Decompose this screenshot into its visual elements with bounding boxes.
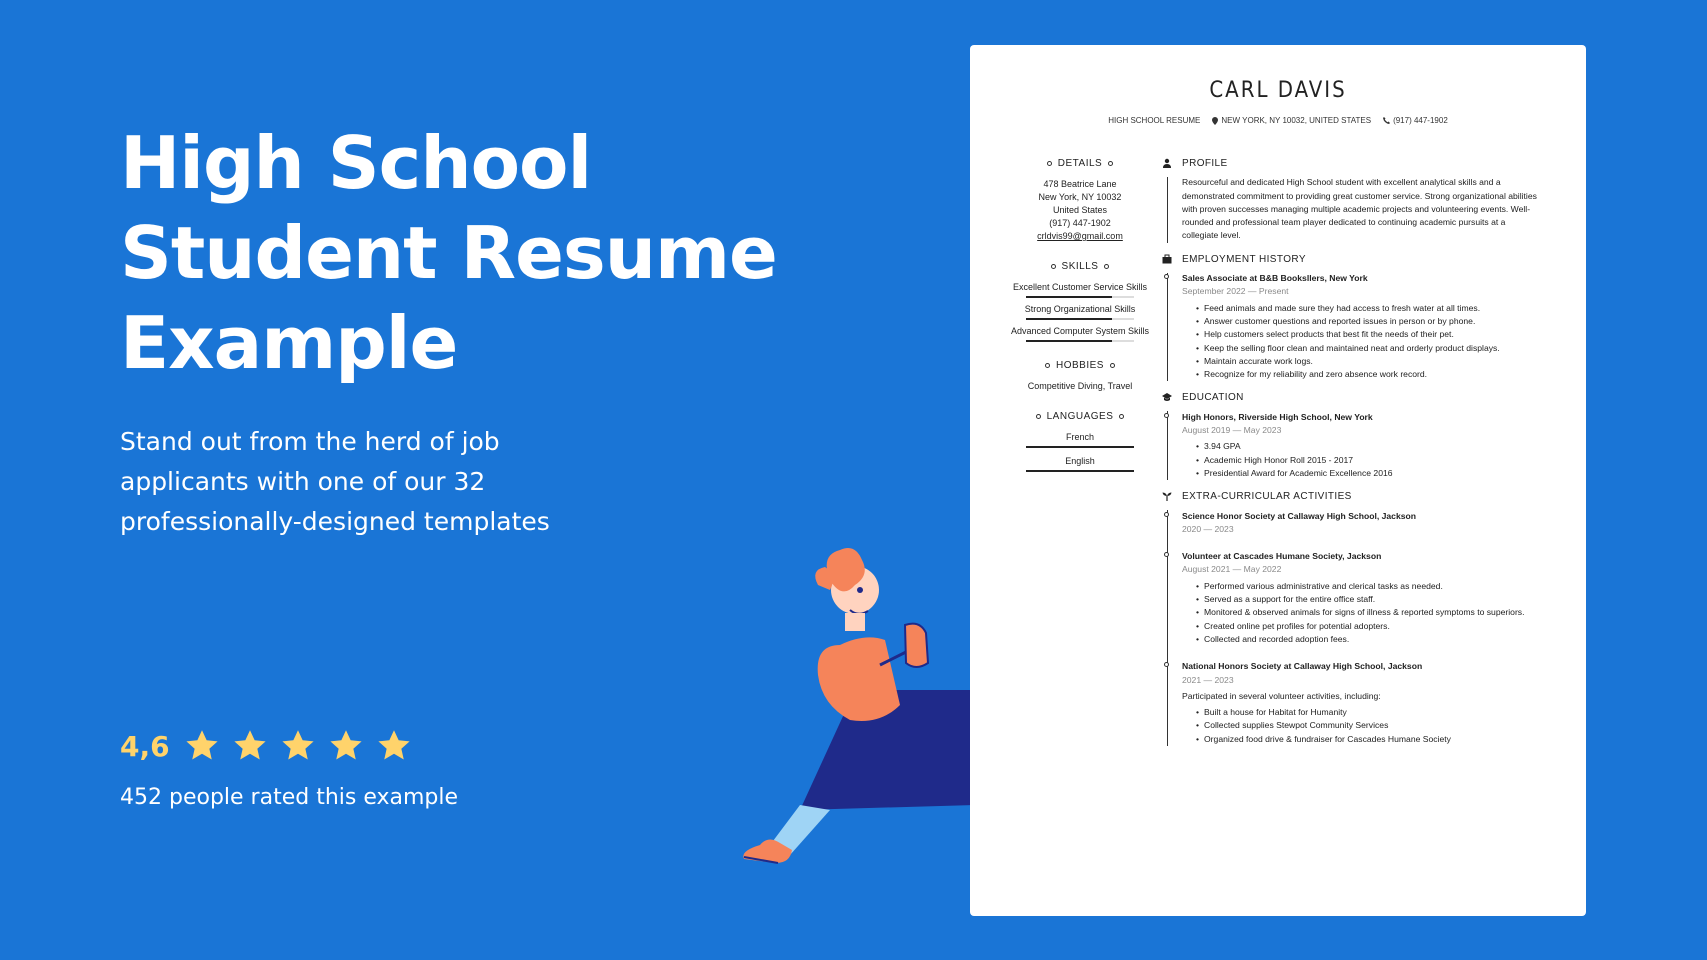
resume-name: CARL DAVIS	[1209, 78, 1347, 103]
list-item: • Feed animals and made sure they had access to fresh water at all times.	[1182, 302, 1542, 315]
job-bullets	[1182, 302, 1542, 382]
page-title: High School Student Resume Example	[120, 121, 777, 385]
list-item: • Served as a support for the entire office staff.	[1182, 593, 1542, 606]
bullet-circle-icon	[1047, 161, 1052, 166]
rating-stars[interactable]	[184, 728, 424, 764]
resume-preview[interactable]	[970, 45, 1586, 916]
address-line-2: New York, NY 10032	[1038, 192, 1122, 202]
activity-text: Participated in several volunteer activities, including:	[1182, 690, 1381, 701]
briefcase-icon	[1162, 254, 1172, 264]
activity-entry	[1182, 660, 1542, 746]
sprout-icon	[1162, 491, 1172, 501]
employment-entry	[1182, 272, 1542, 381]
skill-label: Excellent Customer Service Skills	[1012, 282, 1148, 292]
details-phone: (917) 447-1902	[1049, 218, 1111, 228]
bullet-circle-icon	[1036, 414, 1041, 419]
activities-section	[1162, 490, 1542, 746]
rating-count: 452 people rated this example	[120, 785, 459, 810]
list-item: • Collected supplies Stewpot Community Services	[1182, 719, 1542, 732]
activity-date: August 2021 — May 2022	[1182, 564, 1282, 575]
activity-title: Volunteer at Cascades Humane Society, Jackson	[1182, 551, 1382, 562]
resume-location-text: NEW YORK, NY 10032, UNITED STATES	[1221, 116, 1372, 125]
bullet-circle-icon	[1108, 161, 1113, 166]
resume-job-title: HIGH SCHOOL RESUME	[1108, 116, 1201, 125]
resume-phone-text: (917) 447-1902	[1393, 116, 1448, 125]
phone-icon	[1383, 117, 1390, 124]
address-line-1: 478 Beatrice Lane	[1043, 179, 1117, 189]
profile-heading: PROFILE	[1182, 158, 1228, 169]
skills-list	[1005, 281, 1155, 342]
rating	[120, 728, 424, 764]
star-icon[interactable]	[184, 728, 220, 764]
skills-heading-text: SKILLS	[1061, 261, 1099, 272]
education-bullets	[1182, 440, 1542, 480]
hobbies-heading-text: HOBBIES	[1056, 360, 1104, 371]
star-icon[interactable]	[232, 728, 268, 764]
resume-main	[1162, 157, 1542, 756]
activity-date: 2021 — 2023	[1182, 674, 1234, 685]
country: United States	[1052, 205, 1108, 215]
list-item: • Keep the selling floor clean and maintained neat and orderly product displays.	[1182, 342, 1542, 355]
resume-location	[1212, 116, 1371, 125]
list-item: • Presidential Award for Academic Excellence 2016	[1182, 467, 1542, 480]
bullet-circle-icon	[1104, 264, 1109, 269]
skills-section	[1005, 260, 1155, 342]
rating-value: 4,6	[120, 729, 170, 763]
hobbies-section	[1005, 359, 1155, 393]
skill-label: Advanced Computer System Skills	[1010, 326, 1150, 336]
activity-bullets	[1182, 580, 1542, 646]
languages-section	[1005, 410, 1155, 472]
list-item: • Maintain accurate work logs.	[1182, 355, 1542, 368]
resume-subheader	[970, 116, 1586, 125]
list-item: • Recognize for my reliability and zero absence work record.	[1182, 368, 1542, 381]
skill-item	[1005, 325, 1155, 342]
star-icon[interactable]	[376, 728, 412, 764]
list-item: • Performed various administrative and clerical tasks as needed.	[1182, 580, 1542, 593]
graduation-cap-icon	[1162, 392, 1172, 402]
list-item: • Monitored & observed animals for signs of illness & reported symptoms to superiors.	[1182, 606, 1542, 619]
skill-level-bar	[1026, 296, 1134, 298]
job-title: Sales Associate at B&B Booksllers, New York	[1182, 273, 1368, 284]
list-item: • 3.94 GPA	[1182, 440, 1542, 453]
girl-illustration	[730, 545, 990, 875]
education-section	[1162, 391, 1542, 480]
employment-heading: EMPLOYMENT HISTORY	[1182, 253, 1306, 265]
star-icon[interactable]	[280, 728, 316, 764]
bullet-circle-icon	[1045, 363, 1050, 368]
bullet-circle-icon	[1110, 363, 1115, 368]
education-entry	[1182, 411, 1542, 480]
list-item: • Built a house for Habitat for Humanity	[1182, 706, 1542, 719]
languages-heading	[1005, 410, 1155, 423]
email-link[interactable]: crldvis99@gmail.com	[1037, 231, 1123, 241]
activity-date: 2020 — 2023	[1182, 523, 1234, 534]
page-subtitle: Stand out from the herd of job applicants with one of our 32 professionally-designed templates	[120, 427, 550, 536]
activity-bullets	[1182, 706, 1542, 746]
list-item: • Academic High Honor Roll 2015 - 2017	[1182, 454, 1542, 467]
activity-title: Science Honor Society at Callaway High School, Jackson	[1182, 510, 1417, 521]
job-date: September 2022 — Present	[1182, 286, 1289, 297]
hobbies-text: Competitive Diving, Travel	[1027, 381, 1133, 391]
education-heading: EDUCATION	[1182, 392, 1244, 404]
list-item: • Collected and recorded adoption fees.	[1182, 633, 1542, 646]
location-pin-icon	[1212, 117, 1218, 125]
list-item: • Help customers select products that best fit the needs of their pet.	[1182, 328, 1542, 341]
activities-heading: EXTRA-CURRICULAR ACTIVITIES	[1182, 491, 1352, 503]
profile-section	[1162, 157, 1542, 243]
activity-entry	[1182, 550, 1542, 646]
resume-phone	[1383, 116, 1448, 125]
star-icon[interactable]	[328, 728, 364, 764]
bullet-circle-icon	[1051, 264, 1056, 269]
school-date: August 2019 — May 2023	[1182, 425, 1282, 436]
activity-entry	[1182, 510, 1542, 537]
list-item: • Organized food drive & fundraiser for Cascades Humane Society	[1182, 733, 1542, 746]
person-icon	[1162, 158, 1172, 168]
skill-item	[1005, 303, 1155, 320]
hobbies-heading	[1005, 359, 1155, 372]
school-title: High Honors, Riverside High School, New York	[1182, 411, 1373, 422]
skill-label: Strong Organizational Skills	[1024, 304, 1136, 314]
languages-heading-text: LANGUAGES	[1046, 411, 1114, 422]
language-item: French	[1026, 431, 1134, 448]
resume-sidebar	[1005, 157, 1155, 489]
details-heading	[1005, 157, 1155, 170]
activity-title: National Honors Society at Callaway High School, Jackson	[1182, 661, 1423, 672]
list-item: • Created online pet profiles for potential adopters.	[1182, 620, 1542, 633]
skill-level-bar	[1026, 318, 1134, 320]
skill-item	[1005, 281, 1155, 298]
list-item: • Answer customer questions and reported issues in person or by phone.	[1182, 315, 1542, 328]
employment-section	[1162, 253, 1542, 382]
language-item: English	[1026, 455, 1134, 472]
bullet-circle-icon	[1119, 414, 1124, 419]
skill-level-bar	[1026, 340, 1134, 342]
profile-text: Resourceful and dedicated High School student with excellent analytical skills and a demonstrated commitment to providing great customer service. Strong organizational abilities with proven successes managing multiple academic projects and volunteering events. Well-rounded and professional team player dedicated to continuing academic pursuits at a collegiate level.	[1182, 177, 1537, 241]
details-section	[1005, 157, 1155, 243]
details-heading-text: DETAILS	[1057, 158, 1103, 169]
skills-heading	[1005, 260, 1155, 273]
